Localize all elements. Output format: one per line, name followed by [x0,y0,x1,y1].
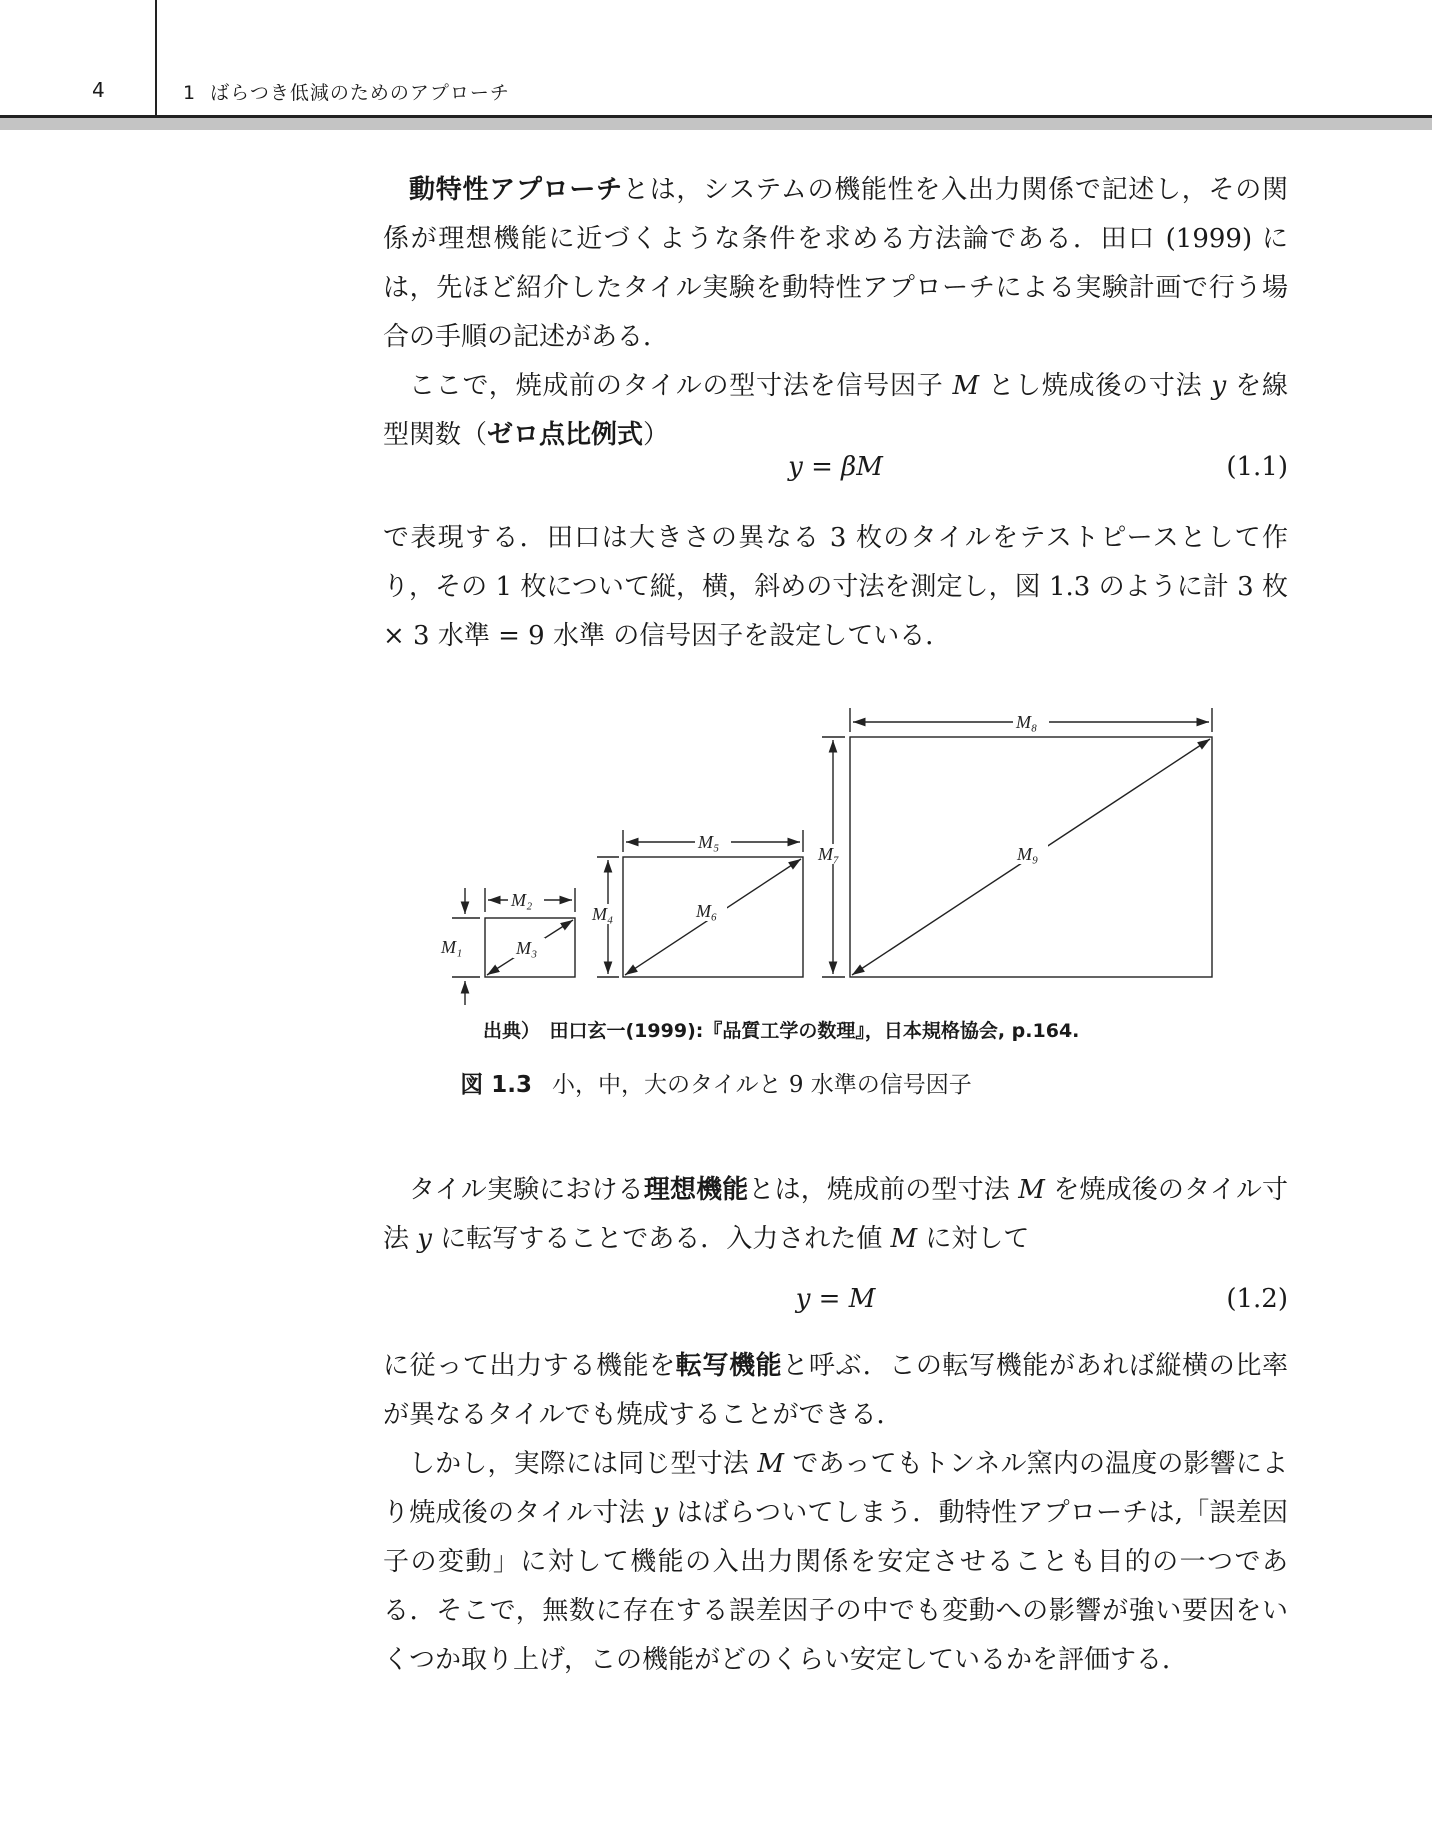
intro-text [383,166,1288,460]
header-divider [155,0,157,116]
text-run: と呼ぶ．この転写機能があれば縦横の比率が異なるタイルでも焼成することができる． [383,1351,1288,1430]
bold-term: ゼロ点比例式 [487,420,644,450]
math-variable: y [1211,371,1227,401]
text-run: であってもトンネル窯内の温度の影響により焼成後のタイル寸法 [383,1449,1289,1528]
equation-number: (1.2) [1226,1284,1288,1314]
bold-term: 動特性アプローチ [409,175,623,205]
tile-signal-factor-figure [440,700,1240,1030]
page-number: 4 [92,78,105,102]
paragraph [383,514,1288,661]
text-run: はばらついてしまう．動特性アプローチは,「誤差因子の変動」に対して機能の入出力関係を安定させることも目的の一つである．そこで，無数に存在する誤差因子の中でも変動への影響が強い要因をいくつか取り上げ，この機能がどのくらい安定しているかを評価する． [383,1498,1288,1675]
figure-source: 出典） 田口玄一(1999):『品質工学の数理』，日本規格協会, p.164. [483,1020,1080,1042]
bold-term: 転写機能 [675,1351,783,1381]
text-run: に転写することである．入力された値 [431,1224,891,1254]
label-m7: M₇ [818,844,840,864]
math-variable: M [1018,1175,1045,1205]
label-m5: M₅ [698,832,720,852]
figure-label: 図 1.3 [460,1072,532,1098]
label-m3: M₃ [516,938,538,958]
signal-factor-text [383,514,1288,661]
header-band [0,118,1432,130]
running-title [183,78,510,105]
label-m4: M₄ [592,904,614,924]
label-m1: M₁ [441,937,463,957]
ideal-function-text [383,1166,1288,1264]
chapter-number: 1 [183,82,197,104]
math-variable: M [952,371,980,401]
text-run: に従って出力する機能を [383,1351,676,1381]
paragraph [383,1342,1288,1440]
math-variable: y [417,1224,432,1254]
text-run: タイル実験における [409,1175,644,1205]
math-variable: M [890,1224,918,1254]
running-header [0,0,1432,130]
text-run: しかし，実際には同じ型寸法 [409,1449,758,1479]
text-run: を焼成後のタイル寸法 [383,1175,1288,1254]
text-run: で表現する．田口は大きさの異なる 3 枚のタイルをテストピースとして作り，その 1 枚について縦，横，斜めの寸法を測定し，図 1.3 のように計 3 枚 × 3 水準 = 9 水準 の信号因子を設定している． [383,523,1288,651]
paragraph [383,166,1288,362]
text-run: ここで，焼成前のタイルの型寸法を信号因子 [409,371,953,401]
chapter-title: ばらつき低減のためのアプローチ [210,82,510,104]
math-variable: y [653,1498,669,1528]
math-variable: M [757,1449,784,1479]
text-run: とは，システムの機能性を入出力関係で記述し，その関係が理想機能に近づくような条件を求める方法論である．田口 (1999) には，先ほど紹介したタイル実験を動特性アプローチによる実験計画で行う場合の手順の記述がある． [383,175,1288,352]
figure-caption [0,1066,1432,1099]
figure-caption-text: 小，中，大のタイルと 9 水準の信号因子 [551,1072,972,1098]
equation-1-2 [383,1284,1288,1324]
label-m2: M₂ [511,890,533,910]
paragraph [383,362,1288,460]
text-run: ） [643,420,670,450]
transfer-function-text [383,1342,1288,1685]
text-run: を線型関数（ [383,371,1289,450]
bold-term: 理想機能 [643,1175,749,1205]
label-m8: M₈ [1016,712,1038,732]
equation-number: (1.1) [1226,452,1288,482]
text-run: とし焼成後の寸法 [979,371,1212,401]
equation-formula: y = βM [788,452,883,482]
equation-1-1 [383,452,1288,492]
paragraph [383,1440,1288,1685]
label-m6: M₆ [696,901,718,921]
label-m9: M₉ [1017,844,1039,864]
text-run: とは，焼成前の型寸法 [748,1175,1019,1205]
text-run: に対して [917,1224,1030,1254]
paragraph [383,1166,1288,1264]
equation-formula: y = M [795,1284,876,1314]
